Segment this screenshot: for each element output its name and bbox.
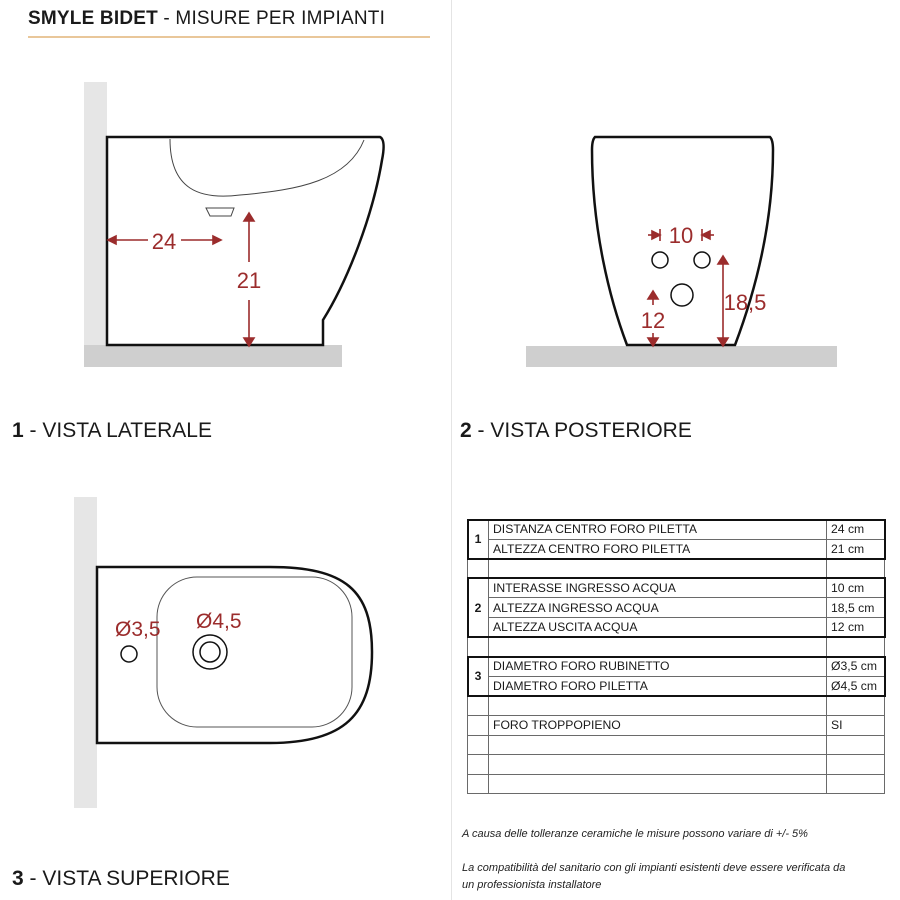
spacer (468, 637, 885, 657)
floor (84, 345, 342, 367)
dim-label-12: 12 (640, 308, 666, 333)
group-1 (468, 520, 885, 559)
group-number: 2 (468, 578, 489, 637)
row-label: ALTEZZA INGRESSO ACQUA (489, 598, 827, 618)
dim-label-3-5: Ø3,5 (115, 618, 161, 641)
row-label: FORO TROPPOPIENO (489, 715, 827, 735)
table-row (468, 598, 885, 618)
compatibility-note-line2: un professionista installatore (462, 879, 602, 891)
row-value: 24 cm (827, 520, 885, 540)
row-label: DISTANZA CENTRO FORO PILETTA (489, 520, 827, 540)
row-label: ALTEZZA CENTRO FORO PILETTA (489, 539, 827, 559)
table-row-empty (468, 637, 885, 657)
caption-number: 3 (12, 867, 24, 890)
table-row (468, 657, 885, 677)
side-view-diagram (0, 0, 450, 400)
caption-top-view (12, 867, 230, 891)
caption-text: - VISTA LATERALE (29, 419, 212, 442)
dim-label-18-5: 18,5 (723, 290, 767, 315)
caption-text: - VISTA POSTERIORE (477, 419, 692, 442)
row-label: DIAMETRO FORO RUBINETTO (489, 657, 827, 677)
table-row (468, 520, 885, 540)
table-row (468, 676, 885, 696)
caption-number: 1 (12, 419, 24, 442)
wall (74, 497, 97, 808)
table-row (468, 539, 885, 559)
bidet-top-outline (97, 567, 372, 743)
page-subtitle: - MISURE PER IMPIANTI (163, 8, 386, 29)
dim-label-10: 10 (668, 223, 694, 248)
product-name: SMYLE BIDET (28, 8, 158, 29)
row-value: 10 cm (827, 578, 885, 598)
group-number: 3 (468, 657, 489, 696)
rear-view-diagram (452, 0, 900, 400)
caption-side-view (12, 419, 212, 443)
row-value: 21 cm (827, 539, 885, 559)
row-label: DIAMETRO FORO PILETTA (489, 676, 827, 696)
floor (526, 346, 837, 367)
compatibility-note-line1: La compatibilità del sanitario con gli impianti esistenti deve essere verificata da (462, 862, 846, 874)
caption-text: - VISTA SUPERIORE (29, 867, 230, 890)
caption-number: 2 (460, 419, 472, 442)
tolerance-note: A causa delle tolleranze ceramiche le misure possono variare di +/- 5% (462, 828, 808, 840)
table-row-empty (468, 696, 885, 716)
group-3 (468, 657, 885, 696)
table-row-empty (468, 755, 885, 775)
row-label: ALTEZZA USCITA ACQUA (489, 617, 827, 637)
table-row (468, 617, 885, 637)
dim-label-21: 21 (236, 268, 262, 293)
row-value: Ø3,5 cm (827, 657, 885, 677)
top-view-diagram (0, 480, 450, 820)
caption-rear-view (460, 419, 692, 443)
extra-rows (468, 696, 885, 794)
specs-table (467, 519, 885, 794)
table-row-empty (468, 735, 885, 755)
group-2 (468, 578, 885, 637)
dim-label-4-5: Ø4,5 (196, 610, 242, 633)
row-value: 12 cm (827, 617, 885, 637)
drain-outlet (206, 208, 234, 216)
table-row-empty (468, 774, 885, 794)
wall (84, 82, 107, 346)
dim-label-24: 24 (151, 229, 177, 254)
spacer (468, 559, 885, 579)
row-value: SI (827, 715, 885, 735)
row-value: 18,5 cm (827, 598, 885, 618)
table-row-empty (468, 559, 885, 579)
row-value: Ø4,5 cm (827, 676, 885, 696)
group-number: 1 (468, 520, 489, 559)
row-label: INTERASSE INGRESSO ACQUA (489, 578, 827, 598)
table-row (468, 578, 885, 598)
table-row (468, 715, 885, 735)
